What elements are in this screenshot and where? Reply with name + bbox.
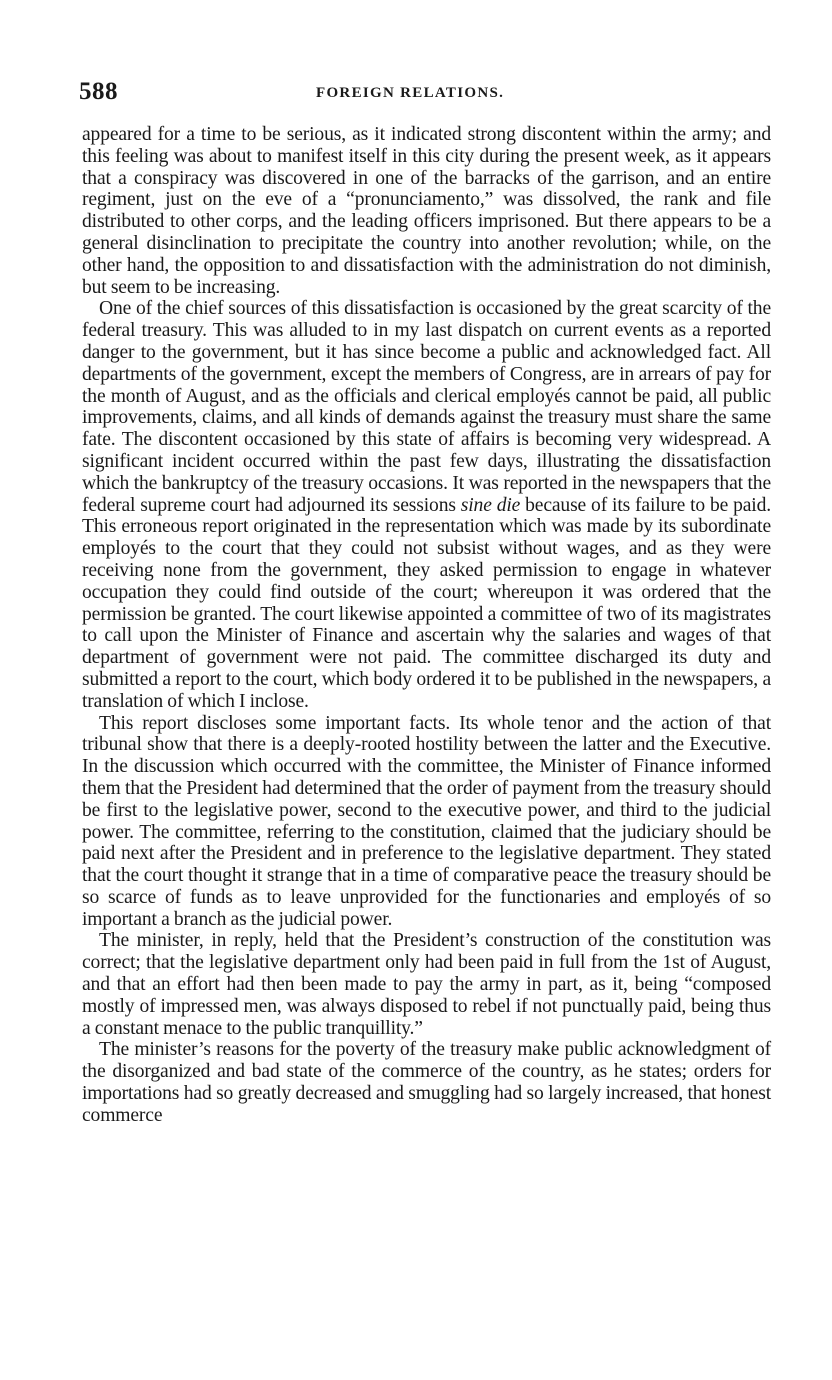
paragraph-minister-reasons: The minister’s reasons for the poverty of the treasury make public acknowledgment of the disorganized and bad state of the commerce of the country, as he states; orders for importations had so greatly decreased and smuggling had so largely increased, that honest commerce — [82, 1039, 771, 1126]
paragraph-treasury-scarcity: One of the chief sources of this dissatisfaction is occasioned by the great scarcity of the federal treasury. This was alluded to in my last dispatch on current events as a reported danger to the government, but it has since become a public and acknowledged fact. All departments of the government, except the members of Congress, are in arrears of pay for the month of August, and as the officials and clerical employés cannot be paid, all public improvements, claims, and all kinds of demands against the treasury must share the same fate. The discontent occasioned by this state of affairs is becoming very widespread. A significant incident occurred within the past few days, illustrating the dissatisfaction which the bankruptcy of the treasury occasions. It was reported in the newspapers that the federal supreme court had adjourned its sessions sine die because of its failure to be paid. This erroneous report originated in the representation which was made by its subordinate employés to the court that they could not subsist without wages, and as they were receiving none from the government, they asked permission to engage in whatever occupation they could find outside of the court; whereupon it was ordered that the permission be granted. The court likewise appointed a committee of two of its magistrates to call upon the Minister of Finance and ascertain why the salaries and wages of that department of government were not paid. The committee discharged its duty and submitted a report to the court, which body ordered it to be published in the newspapers, a translation of which I inclose. — [82, 298, 771, 712]
italic-phrase: sine die — [460, 494, 521, 516]
paragraph-minister-reply: The minister, in reply, held that the President’s construction of the constitution was correct; that the legislative department only had been paid in full from the 1st of August, and that an effort had then been made to pay the army in part, as it, being “composed mostly of impressed men, was always disposed to rebel if not punctually paid, being thus a constant menace to the public tranquillity.” — [82, 930, 771, 1039]
body-text — [82, 124, 771, 1127]
running-title: FOREIGN RELATIONS. — [316, 85, 505, 101]
page-header — [79, 78, 769, 108]
page-number: 588 — [79, 78, 118, 105]
paragraph-continuation: appeared for a time to be serious, as it indicated strong discontent within the army; and this feeling was about to manifest itself in this city during the present week, as it appears that a conspiracy was discovered in one of the barracks of the garrison, and an entire regiment, just on the eve of a “pronunciamento,” was dissolved, the rank and file distributed to other corps, and the leading officers imprisoned. But there appears to be a general disinclination to precipitate the country into another revolution; while, on the other hand, the opposition to and dissatisfaction with the administration do not diminish, but seem to be increasing. — [82, 124, 771, 298]
paragraph-report-facts: This report discloses some important facts. Its whole tenor and the action of that tribunal show that there is a deeply-rooted hostility between the latter and the Executive. In the discussion which occurred with the committee, the Minister of Finance informed them that the President had determined that the order of payment from the treasury should be first to the legislative power, second to the executive power, and third to the judicial power. The committee, referring to the constitution, claimed that the judiciary should be paid next after the President and in preference to the legislative department. They stated that the court thought it strange that in a time of comparative peace the treasury should be so scarce of funds as to leave unprovided for the functionaries and employés of so important a branch as the judicial power. — [82, 712, 771, 930]
